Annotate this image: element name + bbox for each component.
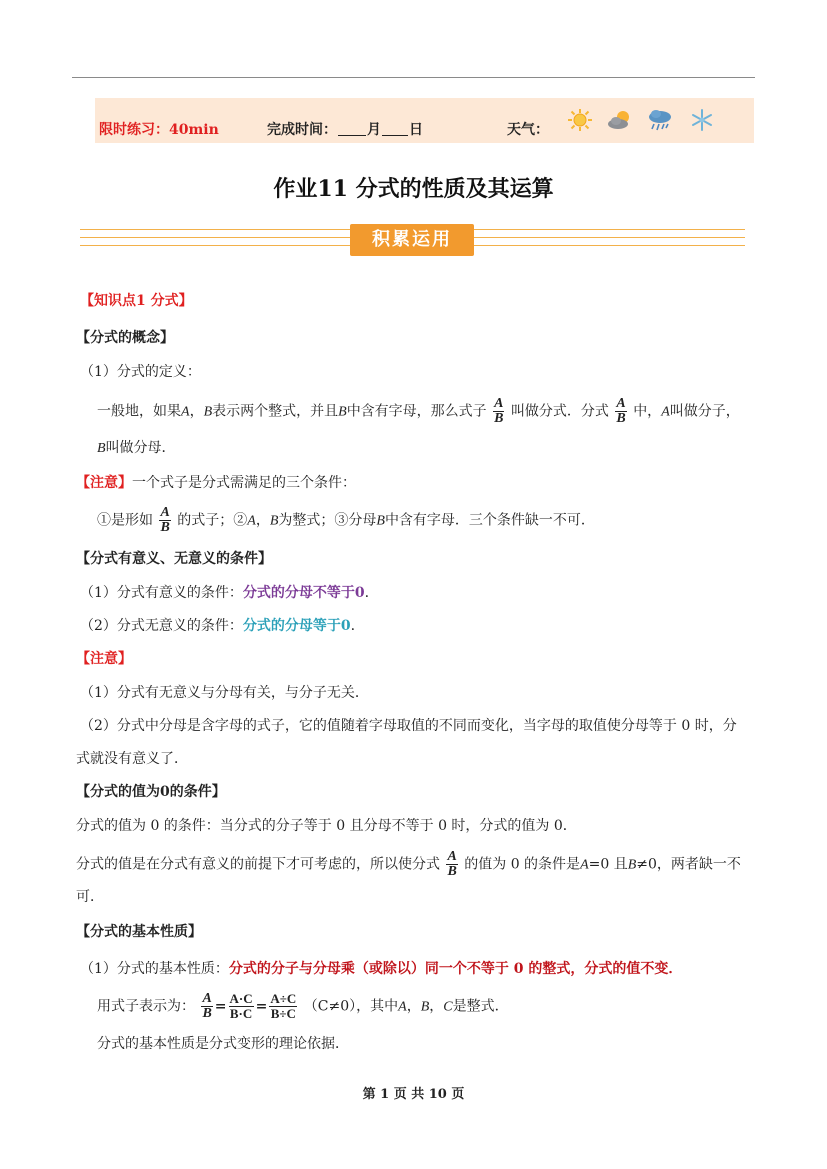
fraction: $\frac{A\div C}{B\div C}$: [270, 991, 297, 1021]
note-label: 【注意】: [76, 651, 132, 667]
sun-icon: [567, 108, 593, 132]
fraction: $\frac{A}{B}$: [160, 505, 170, 535]
day-blank: [382, 123, 408, 136]
note-item-cont: 式就没有意义了．: [76, 751, 188, 767]
time-limit-label: 限时练习：40min: [99, 122, 219, 138]
header-rule: [72, 77, 755, 78]
zero-condition: 分式的值为 0 的条件：当分式的分子等于 0 且分母不等于 0 时，分式的值为 0．: [76, 818, 577, 834]
meaningless-condition: （2）分式无意义的条件：分式的分母等于0.: [80, 618, 356, 634]
snow-icon: [689, 108, 715, 132]
completion-time: 完成时间： 月 日: [267, 122, 423, 138]
month-blank: [338, 123, 366, 136]
definition-text: 一般地，如果A，B表示两个整式，并且B中含有字母，那么式子 $\frac{A}{B}$ 叫做分式．分式 $\frac{A}{B}$ 中，A叫做分子，: [97, 396, 740, 426]
section-tag: 积累运用: [350, 224, 474, 256]
knowledge-point-heading: 【知识点1 分式】: [80, 293, 193, 309]
practice-banner: [95, 98, 754, 143]
section-heading: 【分式有意义、无意义的条件】: [76, 551, 272, 567]
basic-property: （1）分式的基本性质：分式的分子与分母乘（或除以）同一个不等于 0 的整式，分式的值不变．: [80, 961, 683, 977]
zero-explanation-cont: 可．: [76, 889, 104, 905]
section-heading: 【分式的基本性质】: [76, 924, 202, 940]
definition-label: （1）分式的定义：: [80, 364, 201, 380]
basic-property-formula: 用式子表示为： $\frac{A}{B}$ = $\frac{A\cdot C}{B\cdot C}$ = $\frac{A\div C}{B\div C}$ （C≠0），其中A，B，C是整式．: [97, 991, 509, 1021]
fraction: $\frac{A\cdot C}{B\cdot C}$: [229, 991, 253, 1021]
basic-property-note: 分式的基本性质是分式变形的理论依据．: [97, 1036, 349, 1052]
conditions-line: ①是形如 $\frac{A}{B}$ 的式子；②A，B为整式；③分母B中含有字母．三个条件缺一不可．: [97, 505, 595, 535]
page-number: 第 1 页 共 10 页: [362, 1087, 465, 1102]
section-heading: 【分式的概念】: [76, 330, 174, 346]
note-item: （2）分式中分母是含字母的式子，它的值随着字母取值的不同而变化，当字母的取值使分母等于 0 时，分: [80, 718, 737, 734]
section-heading: 【分式的值为0的条件】: [76, 784, 226, 800]
fraction: $\frac{A}{B}$: [447, 849, 457, 879]
weather-label: 天气：: [507, 122, 549, 138]
page-title: 作业11 分式的性质及其运算: [273, 176, 554, 202]
fraction: $\frac{A}{B}$: [202, 991, 212, 1021]
meaningful-condition: （1）分式有意义的条件：分式的分母不等于0.: [80, 585, 370, 601]
definition-text-cont: B叫做分母．: [97, 440, 176, 456]
fraction: $\frac{A}{B}$: [494, 396, 504, 426]
rain-icon: [647, 108, 673, 132]
note-line: 【注意】一个式子是分式需满足的三个条件：: [76, 475, 356, 491]
fraction: $\frac{A}{B}$: [616, 396, 626, 426]
partly-cloudy-icon: [607, 108, 633, 132]
note-item: （1）分式有无意义与分母有关，与分子无关．: [80, 685, 369, 701]
zero-explanation: 分式的值是在分式有意义的前提下才可考虑的，所以使分式 $\frac{A}{B}$ 的值为 0 的条件是A=0 且B≠0，两者缺一不: [76, 849, 741, 879]
